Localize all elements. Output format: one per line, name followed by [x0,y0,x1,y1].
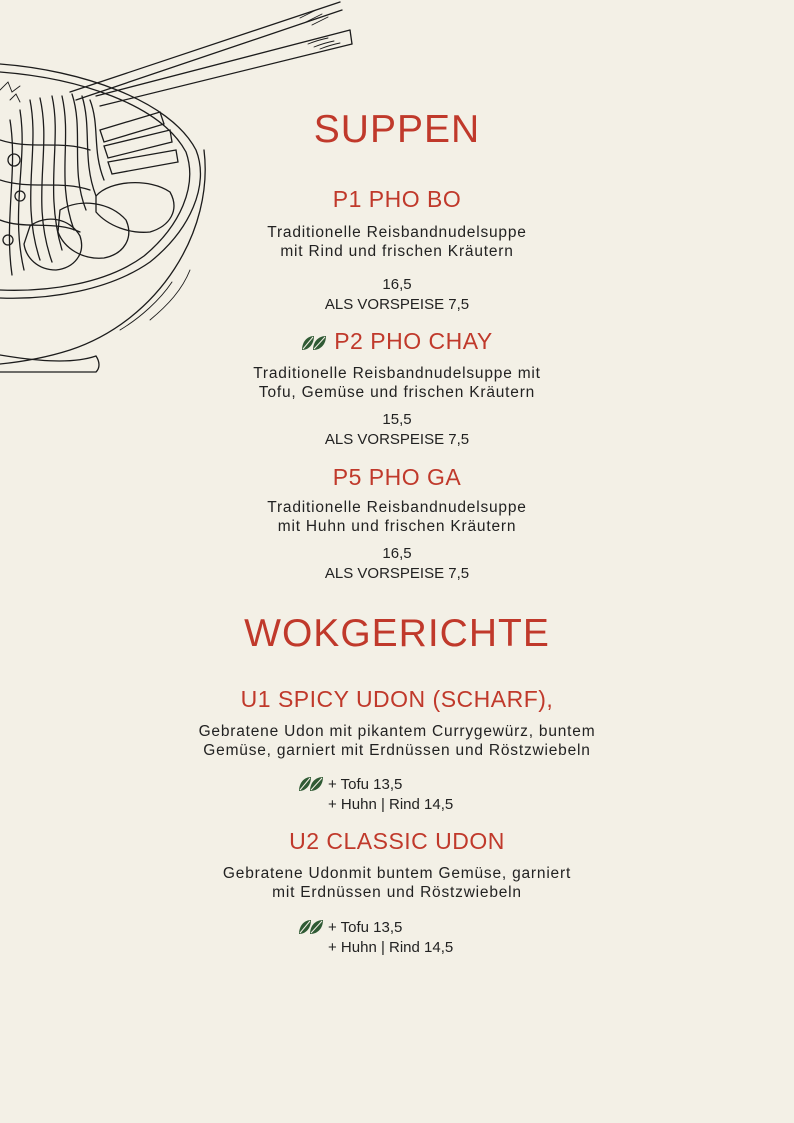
menu-item-description: Gebratene Udon mit pikantem Currygewürz, buntem Gemüse, garniert mit Erdnüssen und Röstzwiebeln [198,723,596,759]
menu-item-addons [298,918,453,957]
section-title-suppen: SUPPEN [313,108,481,151]
addon-tofu-price: + Tofu 13,5 [328,919,403,936]
addon-meat-price: + Huhn | Rind 14,5 [328,795,454,813]
menu-item-title-vegan [0,328,794,355]
menu-item-description: Traditionelle Reisbandnudelsuppe mit Rind und frischen Kräutern [267,224,527,260]
leaf-icon [298,776,324,792]
menu-item-price: 15,5 ALS VORSPEISE 7,5 [324,411,470,448]
menu-item-description: Gebratene Udonmit buntem Gemüse, garniert mit Erdnüssen und Röstzwiebeln [222,865,572,901]
menu-item-description: Traditionelle Reisbandnudelsuppe mit Huhn und frischen Kräutern [267,499,527,535]
menu-item-title: P5 PHO GA [332,464,462,490]
addon-meat-price: + Huhn | Rind 14,5 [328,938,454,956]
menu-item-addons [298,775,453,814]
menu-item-price: 16,5 ALS VORSPEISE 7,5 [324,276,470,313]
menu-item-title: P1 PHO BO [332,186,462,212]
section-title-wokgerichte: WOKGERICHTE [244,612,550,655]
leaf-icon [301,335,327,351]
leaf-icon [298,919,324,935]
addon-tofu-price: + Tofu 13,5 [328,776,403,793]
menu-item-title: P2 PHO CHAY [334,328,493,354]
menu-item-price: 16,5 ALS VORSPEISE 7,5 [324,545,470,582]
menu-item-title: U2 CLASSIC UDON [289,828,505,854]
menu-item-title: U1 SPICY UDON (SCHARF), [240,686,554,712]
menu-item-description: Traditionelle Reisbandnudelsuppe mit Tofu, Gemüse und frischen Kräutern [253,365,541,401]
